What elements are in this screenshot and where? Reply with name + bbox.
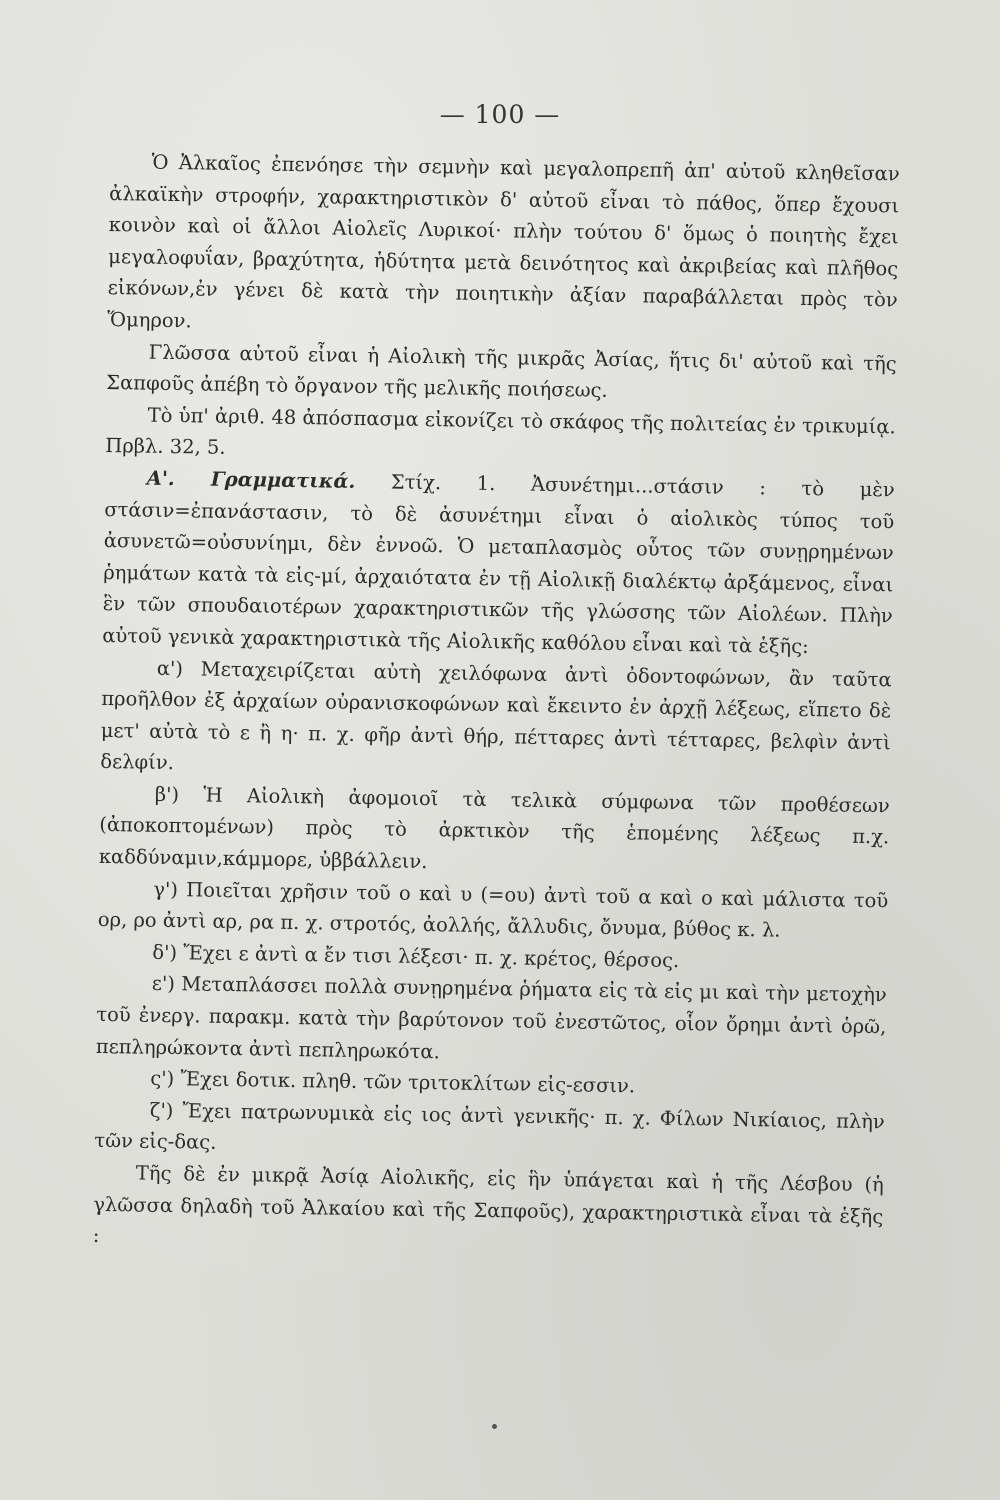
list-item-c: γ') Ποιεῖται χρῆσιν τοῦ ο καὶ υ (=ου) ἀντὶ τοῦ α καὶ ο καὶ μάλιστα τοῦ ορ, ρο ἀντὶ αρ, ρα π. χ. στροτός, ἀολλής, ἄλλυδις, ὄνυμα, βύθος κ. λ.	[97, 877, 889, 942]
paragraph-grammar	[102, 462, 895, 664]
list-item-g: ζ') Ἔχει πατρωνυμικὰ εἰς ιος ἀντὶ γενικῆς· π. χ. Φίλων Νικίαιος, πλὴν τῶν εἰς-δας.	[94, 1098, 885, 1155]
body-text	[93, 146, 900, 1264]
paragraph-asia: Τῆς δὲ ἐν μικρᾷ Ἀσίᾳ Αἰολικῆς, εἰς ἣν ὑπάγεται καὶ ἡ τῆς Λέσβου (ἡ γλῶσσα δηλαδὴ τοῦ Ἀλκαίου καὶ τῆς Σαπφοῦς), χαρακτηριστικὰ εἶναι τὰ ἑξῆς :	[92, 1161, 884, 1248]
ink-dot	[492, 1424, 497, 1429]
paragraph-alcaic: Ὁ Ἀλκαῖος ἐπενόησε τὴν σεμνὴν καὶ μεγαλοπρεπῆ ἀπ' αὐτοῦ κληθεῖσαν ἀλκαϊκὴν στροφήν, χαρακτηριστικὸν δ' αὐτοῦ εἶναι τὸ πάθος, ὅπερ ἔχουσι κοινὸν καὶ οἱ ἄλλοι Αἰολεῖς Λυρικοί· πλὴν τούτου δ' ὅμως ὁ ποιητὴς ἔχει μεγαλοφυΐαν, βραχύτητα, ἡδύτητα μετὰ δεινότητος καὶ ἀκριβείας καὶ πλῆθος εἰκόνων,ἐν γένει δὲ κατὰ τὴν ποιητικὴν ἀξίαν παραβάλλεται πρὸς τὸν Ὅμηρον.	[107, 150, 900, 333]
list-item-f: ς') Ἔχει δοτικ. πληθ. τῶν τριτοκλίτων εἰς-εσσιν.	[150, 1066, 636, 1098]
paragraph-fragment: Τὸ ὑπ' ἀριθ. 48 ἀπόσπασμα εἰκονίζει τὸ σκάφος τῆς πολιτείας ἐν τρικυμίᾳ. Πρβλ. 32, 5.	[105, 403, 896, 460]
section-heading: Α'. Γραμματικά.	[146, 466, 356, 493]
grammar-text: Στίχ. 1. Ἀσυνέτημι...στάσιν : τὸ μὲν στάσιν=ἐπανάστασιν, τὸ δὲ ἀσυνέτημι εἶναι ὁ αἰολικὸς τύπος τοῦ ἀσυνετῶ=οὐσυνίημι, δὲν ἐννοῶ. Ὁ μεταπλασμὸς οὗτος τῶν συνῃρημένων ῥημάτων κατὰ τὰ εἰς-μί, ἀρχαιότατα ἐν τῇ Αἰολικῇ διαλέκτῳ ἀρξάμενος, εἶναι ἓν τῶν σπουδαιοτέρων χαρακτηριστικῶν τῆς γλώσσης τῶν Αἰολέων. Πλὴν αὐτοῦ γενικὰ χαρακτηριστικὰ τῆς Αἰολικῆς καθόλου εἶναι καὶ τὰ ἑξῆς:	[102, 469, 895, 658]
list-item-e: ε') Μεταπλάσσει πολλὰ συνῃρημένα ῥήματα εἰς τὰ εἰς μι καὶ τὴν μετοχὴν τοῦ ἐνεργ. παρακμ. κατὰ τὴν βαρύτονον τοῦ ἐνεστῶτος, οἷον ὄρημι ἀντὶ ὁρῶ, πεπληρώκοντα ἀντὶ πεπληρωκότα.	[95, 972, 887, 1063]
paragraph-language: Γλῶσσα αὐτοῦ εἶναι ἡ Αἰολικὴ τῆς μικρᾶς Ἀσίας, ἥτις δι' αὐτοῦ καὶ τῆς Σαπφοῦς ἀπέβη τὸ ὄργανον τῆς μελικῆς ποιήσεως.	[106, 340, 897, 403]
page-number: — 100 —	[439, 100, 561, 129]
list-item-b: β') Ἡ Αἰολικὴ ἀφομοιοῖ τὰ τελικὰ σύμφωνα τῶν προθέσεων (ἀποκοπτομένων) πρὸς τὸ ἀρκτικὸν τῆς ἑπομένης λέξεως π.χ. καδδύναμιν,κάμμορε, ὐββάλλειν.	[98, 782, 890, 874]
list-item-d: δ') Ἔχει ε ἀντὶ α ἔν τισι λέξεσι· π. χ. κρέτος, θέρσος.	[152, 940, 680, 972]
list-item-a: α') Μεταχειρίζεται αὐτὴ χειλόφωνα ἀντὶ ὀδοντοφώνων, ἂν ταῦτα προῆλθον ἐξ ἀρχαίων οὐρανισκοφώνων καὶ ἔκειντο ἐν ἀρχῇ λέξεως, εἵπετο δὲ μετ' αὐτὰ τὸ ε ἢ η· π. χ. φῆρ ἀντὶ θήρ, πέτταρες ἀντὶ τέτταρες, βελφὶν ἀντὶ δελφίν.	[100, 656, 892, 775]
